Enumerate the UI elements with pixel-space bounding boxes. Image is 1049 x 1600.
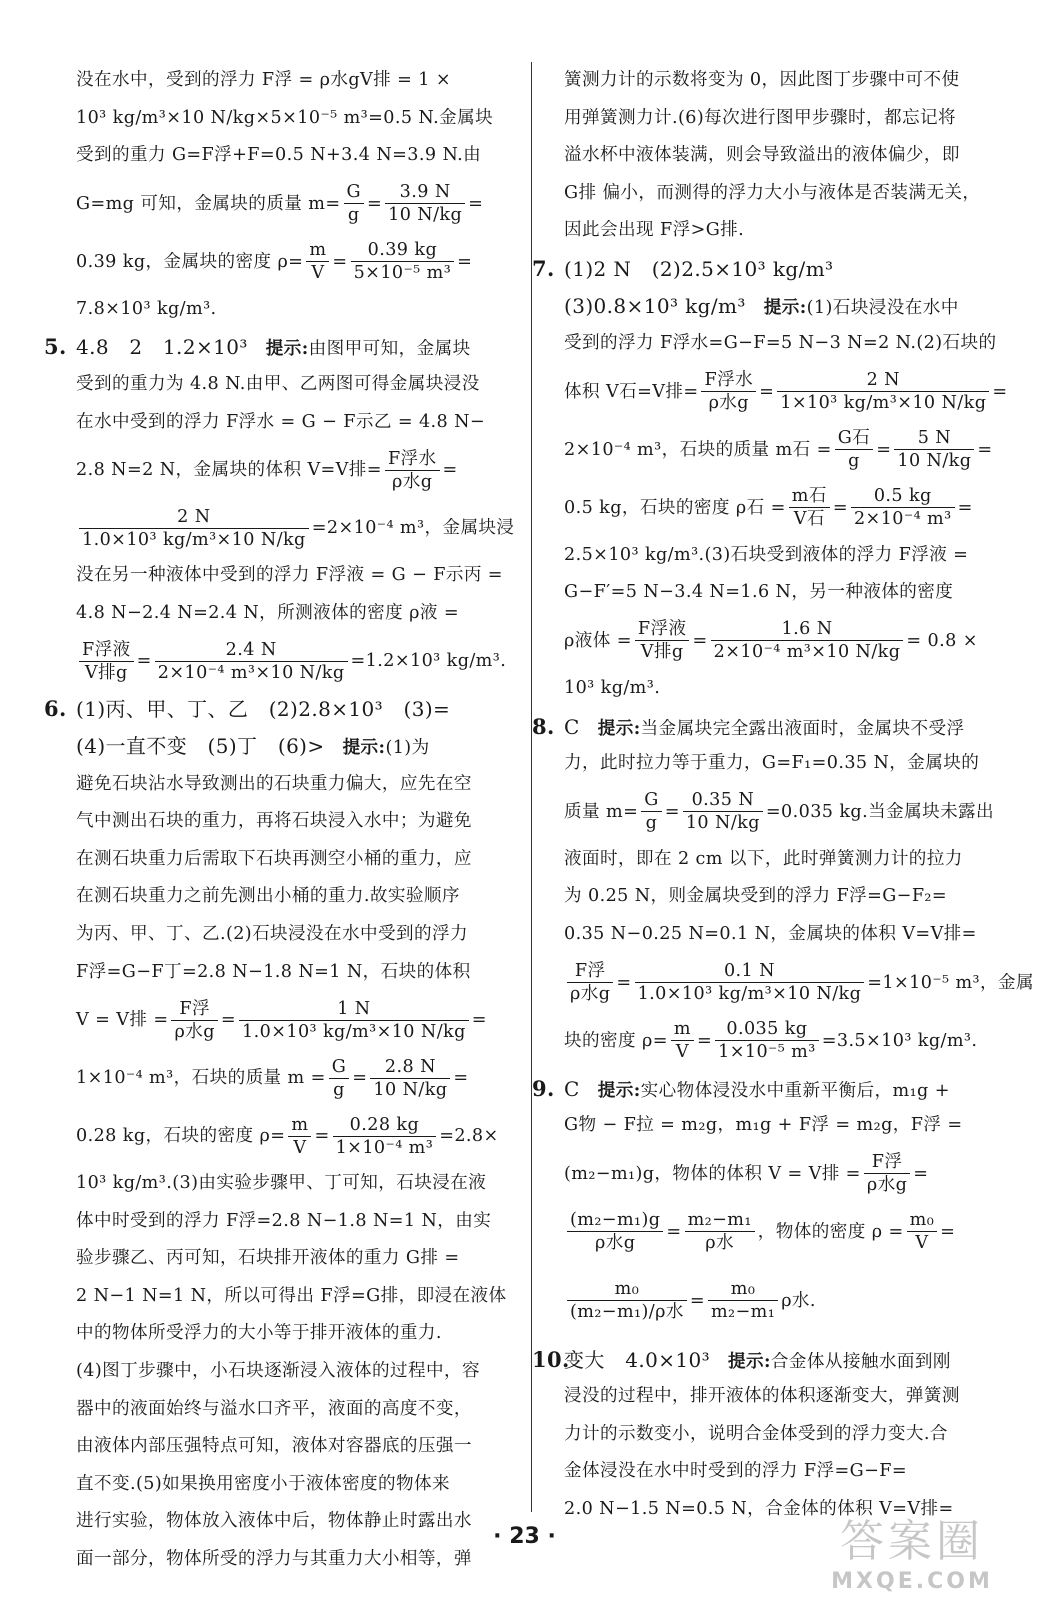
text-line: G−F′=5 N−3.4 N=1.6 N，另一种液体的密度 [564, 582, 954, 603]
denominator: V排g [640, 642, 684, 663]
fraction [385, 181, 465, 226]
numerator: 2.8 N [370, 1056, 450, 1079]
denominator: 1.0×10³ kg/m³×10 N/kg [637, 984, 862, 1004]
question-number: 8. [532, 713, 555, 739]
text: (1)为 [385, 737, 430, 758]
text-line: 没在另一种液体中受到的浮力 F浮液 = G − F示丙 = [76, 565, 503, 586]
text: = [352, 1068, 368, 1089]
text-line: 溢水杯中液体装满，则会导致溢出的液体偏少，即 [564, 145, 960, 166]
text-line: 直不变.(5)如果换用密度小于液体密度的物体来 [76, 1473, 450, 1494]
question-number: 6. [44, 696, 67, 722]
fraction [567, 960, 613, 1005]
numerator: F浮 [171, 998, 217, 1021]
numerator: 0.035 kg [715, 1018, 819, 1041]
question-9-header [532, 1070, 984, 1108]
numerator: 0.39 kg [351, 239, 455, 262]
denominator: (m₂−m₁)/ρ水 [570, 1302, 684, 1323]
denominator: 2×10⁻⁴ m³×10 N/kg [157, 662, 345, 683]
fraction [894, 427, 974, 472]
text-line [76, 441, 498, 499]
denominator: 10 N/kg [897, 451, 972, 472]
text: 当金属块完全露出液面时，金属块不受浮 [640, 718, 965, 739]
numerator: m [671, 1018, 694, 1041]
fraction [683, 789, 763, 834]
text-line [564, 1145, 984, 1203]
text-line [564, 783, 995, 841]
numerator: 5 N [894, 427, 974, 450]
denominator: ρ水 [705, 1233, 735, 1254]
denominator: V排g [84, 662, 128, 683]
fraction [351, 239, 455, 284]
text: =2×10⁻⁴ m³，金属块浸 [311, 518, 515, 539]
fraction [701, 369, 756, 414]
text-line: 液面时，即在 2 cm 以下，此时弹簧测力计的拉力 [564, 848, 963, 869]
fraction [635, 618, 690, 663]
numerator: 3.9 N [385, 181, 465, 204]
text: 0.5 kg，石块的密度 ρ石 = [564, 497, 786, 518]
text: 体积 V石=V排= [564, 381, 699, 402]
numerator: G [641, 789, 661, 812]
text: = [689, 1290, 705, 1311]
text: =1×10⁻⁵ m³，金属 [867, 972, 1034, 993]
text-line [564, 1012, 984, 1070]
fraction [344, 181, 364, 226]
text: 实心物体浸没水中重新平衡后，m₁g + [640, 1080, 950, 1101]
text-line: 避免石块沾水导致测出的石块重力偏大，应先在空 [76, 773, 472, 794]
text: =2.8× [439, 1126, 499, 1147]
text: =1.2×10³ kg/m³. [350, 651, 507, 672]
fraction [288, 1114, 311, 1159]
numerator: m [306, 239, 329, 262]
text: ，物体的密度 ρ = [757, 1221, 904, 1242]
text: = [664, 801, 680, 822]
text: =0.035 kg.当金属块未露出 [765, 801, 995, 822]
question-10-header [532, 1341, 984, 1379]
numerator: 0.28 kg [333, 1114, 437, 1137]
denominator: ρ水g [174, 1021, 215, 1042]
numerator: F浮液 [635, 618, 690, 641]
fraction [708, 1278, 778, 1323]
numerator: m₀ [708, 1278, 778, 1301]
numerator: G石 [835, 427, 873, 450]
text: = [616, 972, 632, 993]
text-line: 受到的重力 G=F浮+F=0.5 N+3.4 N=3.9 N.由 [76, 145, 482, 166]
hint-label: 提示: [728, 1350, 771, 1372]
fraction [641, 789, 661, 834]
text: = [876, 439, 892, 460]
text-line [76, 499, 515, 557]
text-line: 力，此时拉力等于重力，G=F₁=0.35 N，金属块的 [564, 753, 980, 774]
text-line [76, 1107, 498, 1165]
question-number: 7. [532, 255, 555, 281]
text-line: 因此会出现 F浮>G排. [564, 220, 745, 241]
left-column [44, 62, 515, 1579]
fraction [835, 427, 873, 472]
watermark-url: MXQE.COM [831, 1569, 993, 1594]
question-number: 5. [44, 334, 67, 360]
text-line: 受到的重力为 4.8 N.由甲、乙两图可得金属块浸没 [76, 373, 480, 394]
fraction [777, 369, 989, 414]
denominator: ρ水g [570, 984, 611, 1004]
text-line: 受到的浮力 F浮水=G−F=5 N−3 N=2 N.(2)石块的 [564, 333, 997, 354]
text: = [220, 1010, 237, 1031]
text-line [564, 363, 1008, 421]
denominator: 1.0×10³ kg/m³×10 N/kg [242, 1021, 466, 1042]
fraction [329, 1056, 349, 1101]
text: 0.28 kg，石块的密度 ρ= [76, 1126, 286, 1147]
text-line: 验步骤乙、丙可知，石块排开液体的重力 G排 = [76, 1248, 460, 1269]
text-line: 簧测力计的示数将变为 0，因此图丁步骤中可不使 [564, 70, 960, 90]
fraction [715, 1018, 819, 1063]
answer: (3)0.8×10³ kg/m³ [564, 293, 746, 318]
numerator: 2.4 N [155, 639, 348, 662]
fraction [711, 618, 904, 663]
denominator: 1×10⁻⁵ m³ [718, 1042, 816, 1062]
text-line [564, 954, 1034, 1012]
text-line: 10³ kg/m³×10 N/kg×5×10⁻⁵ m³=0.5 N.金属块 [76, 107, 494, 128]
answer: 变大 4.0×10³ [564, 1347, 711, 1372]
text-line: 为丙、甲、丁、乙.(2)石块浸没在水中受到的浮力 [76, 923, 468, 944]
text: = [457, 251, 473, 272]
fraction [851, 485, 955, 530]
text-line [564, 421, 993, 479]
numerator: 0.35 N [683, 789, 763, 812]
denominator: g [848, 451, 860, 472]
fraction [155, 639, 348, 684]
hint-label: 提示: [342, 736, 386, 758]
text-line: 4.8 N−2.4 N=2.4 N，所测液体的密度 ρ液 = [76, 602, 459, 623]
text-line: 金体浸没在水中时受到的浮力 F浮=G−F= [564, 1461, 908, 1482]
text-line [76, 991, 498, 1049]
text: (1)石块浸没在水中 [806, 297, 959, 318]
text-line: 在水中受到的浮力 F浮水 = G − F示乙 = 4.8 N− [76, 411, 486, 432]
text-line: 力计的示数变小，说明合金体受到的浮力变大.合 [564, 1423, 948, 1444]
fraction [333, 1114, 437, 1159]
denominator: V [915, 1233, 929, 1254]
text: (m₂−m₁)g，物体的体积 V = V排 = [564, 1163, 861, 1184]
text-line [76, 233, 498, 291]
denominator: 1×10⁻⁴ m³ [335, 1137, 434, 1158]
denominator: V [293, 1137, 307, 1158]
text-line: 为 0.25 N，则金属块受到的浮力 F浮=G−F₂= [564, 886, 948, 907]
text-line [564, 1203, 984, 1261]
text: = [832, 497, 848, 518]
numerator: F浮 [864, 1151, 910, 1174]
text-line [76, 1049, 498, 1107]
question-5-header [44, 328, 498, 366]
text: =3.5×10³ kg/m³. [821, 1030, 978, 1051]
text-line: 器中的液面始终与溢水口齐平，液面的高度不变， [76, 1398, 472, 1419]
question-8-header [532, 708, 984, 746]
text-line: 没在水中，受到的浮力 F浮 = ρ水gV排 = 1 × [76, 70, 452, 90]
text-line: G物 − F拉 = m₂g，m₁g + F浮 = m₂g，F浮 = [564, 1115, 963, 1136]
watermark-logo [827, 1505, 997, 1597]
text-line [76, 175, 498, 233]
text-line [564, 288, 984, 326]
text-line [564, 479, 984, 537]
text: 0.39 kg，金属块的密度 ρ= [76, 251, 304, 272]
text-line: 进行实验，物体放入液体中后，物体静止时露出水 [76, 1511, 472, 1532]
fraction [907, 1209, 938, 1254]
text: = [977, 439, 993, 460]
fraction [370, 1056, 450, 1101]
denominator: ρ水g [708, 393, 749, 414]
text-line: 体中时受到的浮力 F浮=2.8 N−1.8 N=1 N，由实 [76, 1210, 492, 1231]
fraction [685, 1209, 755, 1254]
text-line: 中的物体所受浮力的大小等于排开液体的重力. [76, 1323, 442, 1344]
text: 质量 m= [564, 801, 639, 822]
numerator: m₂−m₁ [685, 1209, 755, 1232]
numerator: F浮 [567, 960, 613, 983]
text: V = V排 = [76, 1010, 169, 1031]
text-line [564, 612, 984, 670]
text-line: 10³ kg/m³.(3)由实验步骤甲、丁可知，石块浸在液 [76, 1173, 487, 1194]
numerator: m [288, 1114, 311, 1137]
answer: C [564, 1076, 580, 1101]
fraction [635, 960, 865, 1005]
numerator: F浮液 [79, 639, 134, 662]
numerator: (m₂−m₁)g [567, 1209, 663, 1232]
hint-label: 提示: [763, 296, 807, 318]
numerator: m石 [789, 485, 830, 508]
denominator: ρ水g [866, 1175, 908, 1196]
numerator: m₀ [567, 1278, 687, 1301]
text: = 0.8 × [906, 630, 978, 651]
text-line: F浮=G−F丁=2.8 N−1.8 N=1 N，石块的体积 [76, 961, 471, 982]
denominator: V [311, 263, 325, 284]
text-line: 在测石块重力之前先测出小桶的重力.故实验顺序 [76, 886, 460, 907]
text: ρ水. [781, 1290, 816, 1311]
denominator: 1.0×10³ kg/m³×10 N/kg [82, 529, 306, 550]
fraction [789, 485, 830, 530]
text: = [314, 1126, 330, 1147]
text: 2.8 N=2 N，金属块的体积 V=V排= [76, 460, 382, 481]
text-line: G排 偏小，而测得的浮力大小与液体是否装满无关， [564, 182, 981, 203]
text: = [692, 630, 708, 651]
denominator: 2×10⁻⁴ m³ [853, 509, 952, 530]
text: = [453, 1068, 469, 1089]
denominator: 2×10⁻⁴ m³×10 N/kg [713, 642, 901, 663]
numerator: 1.6 N [711, 618, 904, 641]
question-number: 9. [532, 1075, 555, 1101]
question-number: 10. [532, 1346, 570, 1372]
text-line [76, 728, 498, 766]
hint-label: 提示: [597, 1079, 641, 1101]
text: = [696, 1030, 713, 1051]
text-line: 用弹簧测力计.(6)每次进行图甲步骤时，都忘记将 [564, 107, 956, 128]
text: 合金体从接触水面到刚 [770, 1351, 951, 1372]
denominator: ρ水g [595, 1233, 636, 1254]
answer: (1)2 N (2)2.5×10³ kg/m³ [564, 256, 834, 281]
text: = [992, 381, 1008, 402]
numerator: F浮水 [385, 448, 440, 471]
denominator: g [333, 1079, 345, 1100]
denominator: ρ水g [392, 471, 433, 492]
fraction [239, 998, 469, 1043]
text: = [136, 651, 152, 672]
numerator: 2 N [79, 506, 309, 529]
fraction [385, 448, 440, 493]
denominator: V [675, 1042, 689, 1062]
fraction [567, 1278, 687, 1323]
text: 块的密度 ρ= [564, 1030, 668, 1051]
denominator: m₂−m₁ [710, 1302, 776, 1323]
denominator: 1×10³ kg/m³×10 N/kg [780, 393, 987, 414]
text-line: 面一部分，物体所受的浮力与其重力大小相等，弹 [76, 1549, 472, 1570]
hint-label: 提示: [265, 338, 309, 360]
numerator: m₀ [907, 1209, 938, 1232]
text-line: 2 N−1 N=1 N，所以可得出 F浮=G排，即浸在液体 [76, 1285, 507, 1306]
text-line: 10³ kg/m³. [564, 677, 661, 698]
numerator: G [344, 181, 364, 204]
text-line: 由液体内部压强特点可知，液体对容器底的压强一 [76, 1436, 472, 1457]
text-line: (4)图丁步骤中，小石块逐渐浸入液体的过程中，容 [76, 1361, 480, 1382]
page-number: · 23 · [493, 1524, 556, 1549]
denominator: V石 [793, 509, 825, 530]
text-line: 在测石块重力后需取下石块再测空小桶的重力，应 [76, 848, 472, 869]
text: ρ液体 = [564, 630, 632, 651]
text: = [913, 1163, 929, 1184]
text: = [666, 1221, 682, 1242]
fraction [79, 506, 309, 551]
text-line: 0.35 N−0.25 N=0.1 N，金属块的体积 V=V排= [564, 923, 977, 944]
denominator: g [645, 813, 658, 834]
text: = [759, 381, 775, 402]
text: = [940, 1221, 956, 1242]
watermark-logo-text: 答案圈 [840, 1516, 984, 1567]
right-column [532, 62, 1034, 1529]
question-6-header [44, 690, 498, 728]
text: = [332, 251, 348, 272]
fraction [79, 639, 134, 684]
denominator: 10 N/kg [388, 205, 463, 226]
answer: (4)一直不变 (5)丁 (6)> [76, 733, 325, 758]
text-line: 2.5×10³ kg/m³.(3)石块受到液体的浮力 F浮液 = [564, 544, 969, 565]
fraction [306, 239, 329, 284]
text: = [366, 193, 383, 214]
denominator: 5×10⁻⁵ m³ [353, 263, 452, 284]
numerator: 0.1 N [635, 960, 865, 983]
answer: C [564, 714, 580, 739]
text: = [468, 193, 484, 214]
hint-label: 提示: [597, 717, 641, 739]
fraction [171, 998, 217, 1043]
text: 由图甲可知，金属块 [308, 339, 471, 360]
numerator: 1 N [239, 998, 469, 1021]
text-line: 7.8×10³ kg/m³. [76, 298, 217, 319]
answer: 4.8 2 1.2×10³ [76, 335, 248, 360]
text-line [76, 632, 507, 690]
text-line [564, 1261, 984, 1341]
text-line: 浸没的过程中，排开液体的体积逐渐变大，弹簧测 [564, 1386, 960, 1407]
text: = [957, 497, 973, 518]
fraction [567, 1209, 663, 1254]
numerator: 0.5 kg [851, 485, 955, 508]
fraction [671, 1018, 694, 1063]
answer: (1)丙、甲、丁、乙 (2)2.8×10³ (3)= [76, 697, 451, 722]
text: G=mg 可知，金属块的质量 m= [76, 193, 341, 214]
question-7-header [532, 250, 984, 288]
text-line: 2.0 N−1.5 N=0.5 N，合金体的体积 V=V排= [564, 1499, 954, 1520]
text: 2×10⁻⁴ m³，石块的质量 m石 = [564, 439, 832, 460]
text: = [471, 1010, 487, 1031]
text-line: 气中测出石块的重力，再将石块浸入水中；为避免 [76, 811, 472, 832]
denominator: 10 N/kg [373, 1079, 448, 1100]
numerator: G [329, 1056, 349, 1079]
text: = [442, 460, 458, 481]
denominator: g [347, 205, 360, 226]
numerator: 2 N [777, 369, 989, 392]
denominator: 10 N/kg [685, 813, 760, 834]
fraction [864, 1151, 910, 1196]
text: 1×10⁻⁴ m³，石块的质量 m = [76, 1068, 326, 1089]
numerator: F浮水 [701, 369, 756, 392]
